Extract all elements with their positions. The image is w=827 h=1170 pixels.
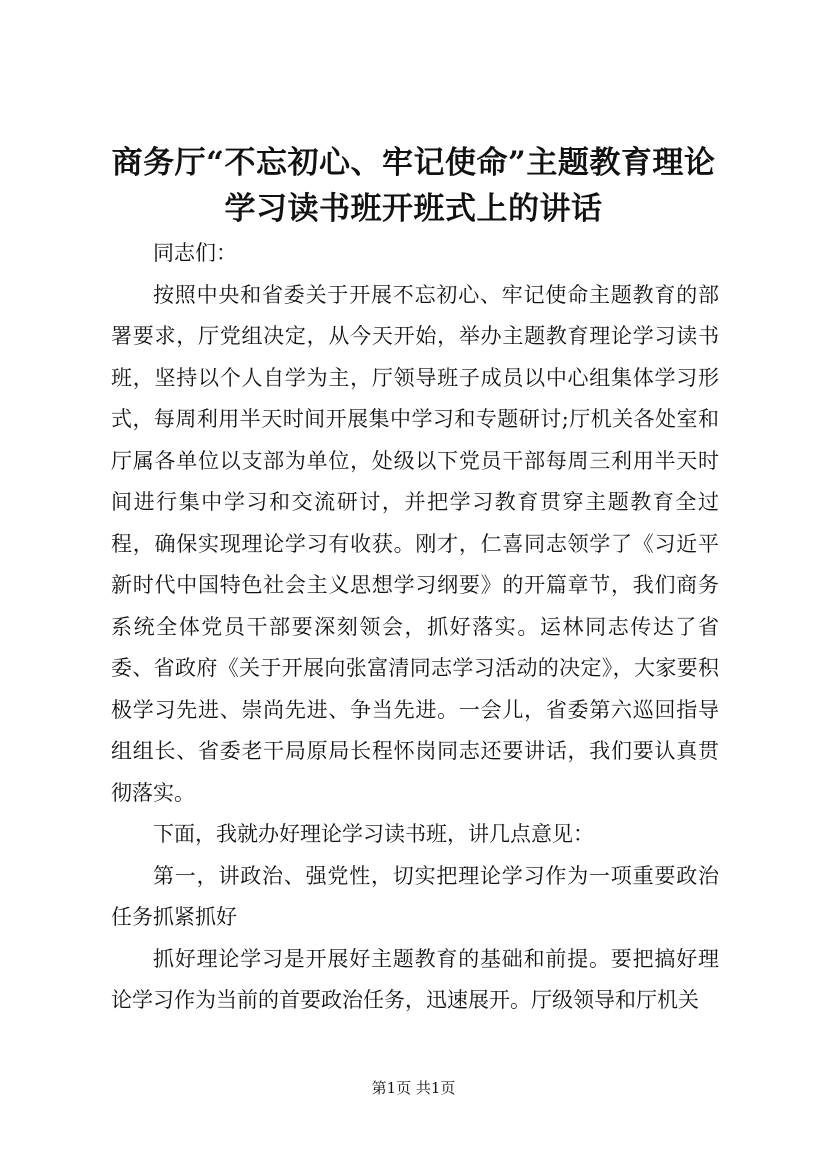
body-paragraph: 抓好理论学习是开展好主题教育的基础和前提。要把搞好理论学习作为当前的首要政治任务，迅速展开。厅级领导和厅机关 [111,946,719,1012]
section-heading-paragraph: 第一，讲政治、强党性，切实把理论学习作为一项重要政治任务抓紧抓好 [111,863,719,929]
body-paragraph: 按照中央和省委关于开展不忘初心、牢记使命主题教育的部署要求，厅党组决定，从今天开始，举办主题教育理论学习读书班，坚持以个人自学为主，厅领导班子成员以中心组集体学习形式，每周利用半天时间开展集中学习和专题研讨;厅机关各处室和厅属各单位以支部为单位，处级以下党员干部每周三利用半天时间进行集中学习和交流研讨，并把学习教育贯穿主题教育全过程，确保实现理论学习有收获。刚才，仁喜同志领学了《习近平新时代中国特色社会主义思想学习纲要》的开篇章节，我们商务系统全体党员干部要深刻领会，抓好落实。运林同志传达了省委、省政府《关于开展向张富清同志学习活动的决定》，大家要积极学习先进、崇尚先进、争当先进。一会儿，省委第六巡回指导组组长、省委老干局原局长程怀岗同志还要讲话，我们要认真贯彻落实。 [111,282,719,805]
title-line-1: 商务厅“不忘初心、牢记使命”主题教育理论 [111,145,716,181]
body-paragraph: 下面，我就办好理论学习读书班，讲几点意见： [153,822,594,846]
document-title [90,140,737,232]
salutation-paragraph: 同志们： [153,241,237,265]
title-line-2: 学习读书班开班式上的讲话 [224,191,603,227]
document-body [111,233,719,1022]
page-number-footer: 第1页 共1页 [371,1079,456,1097]
